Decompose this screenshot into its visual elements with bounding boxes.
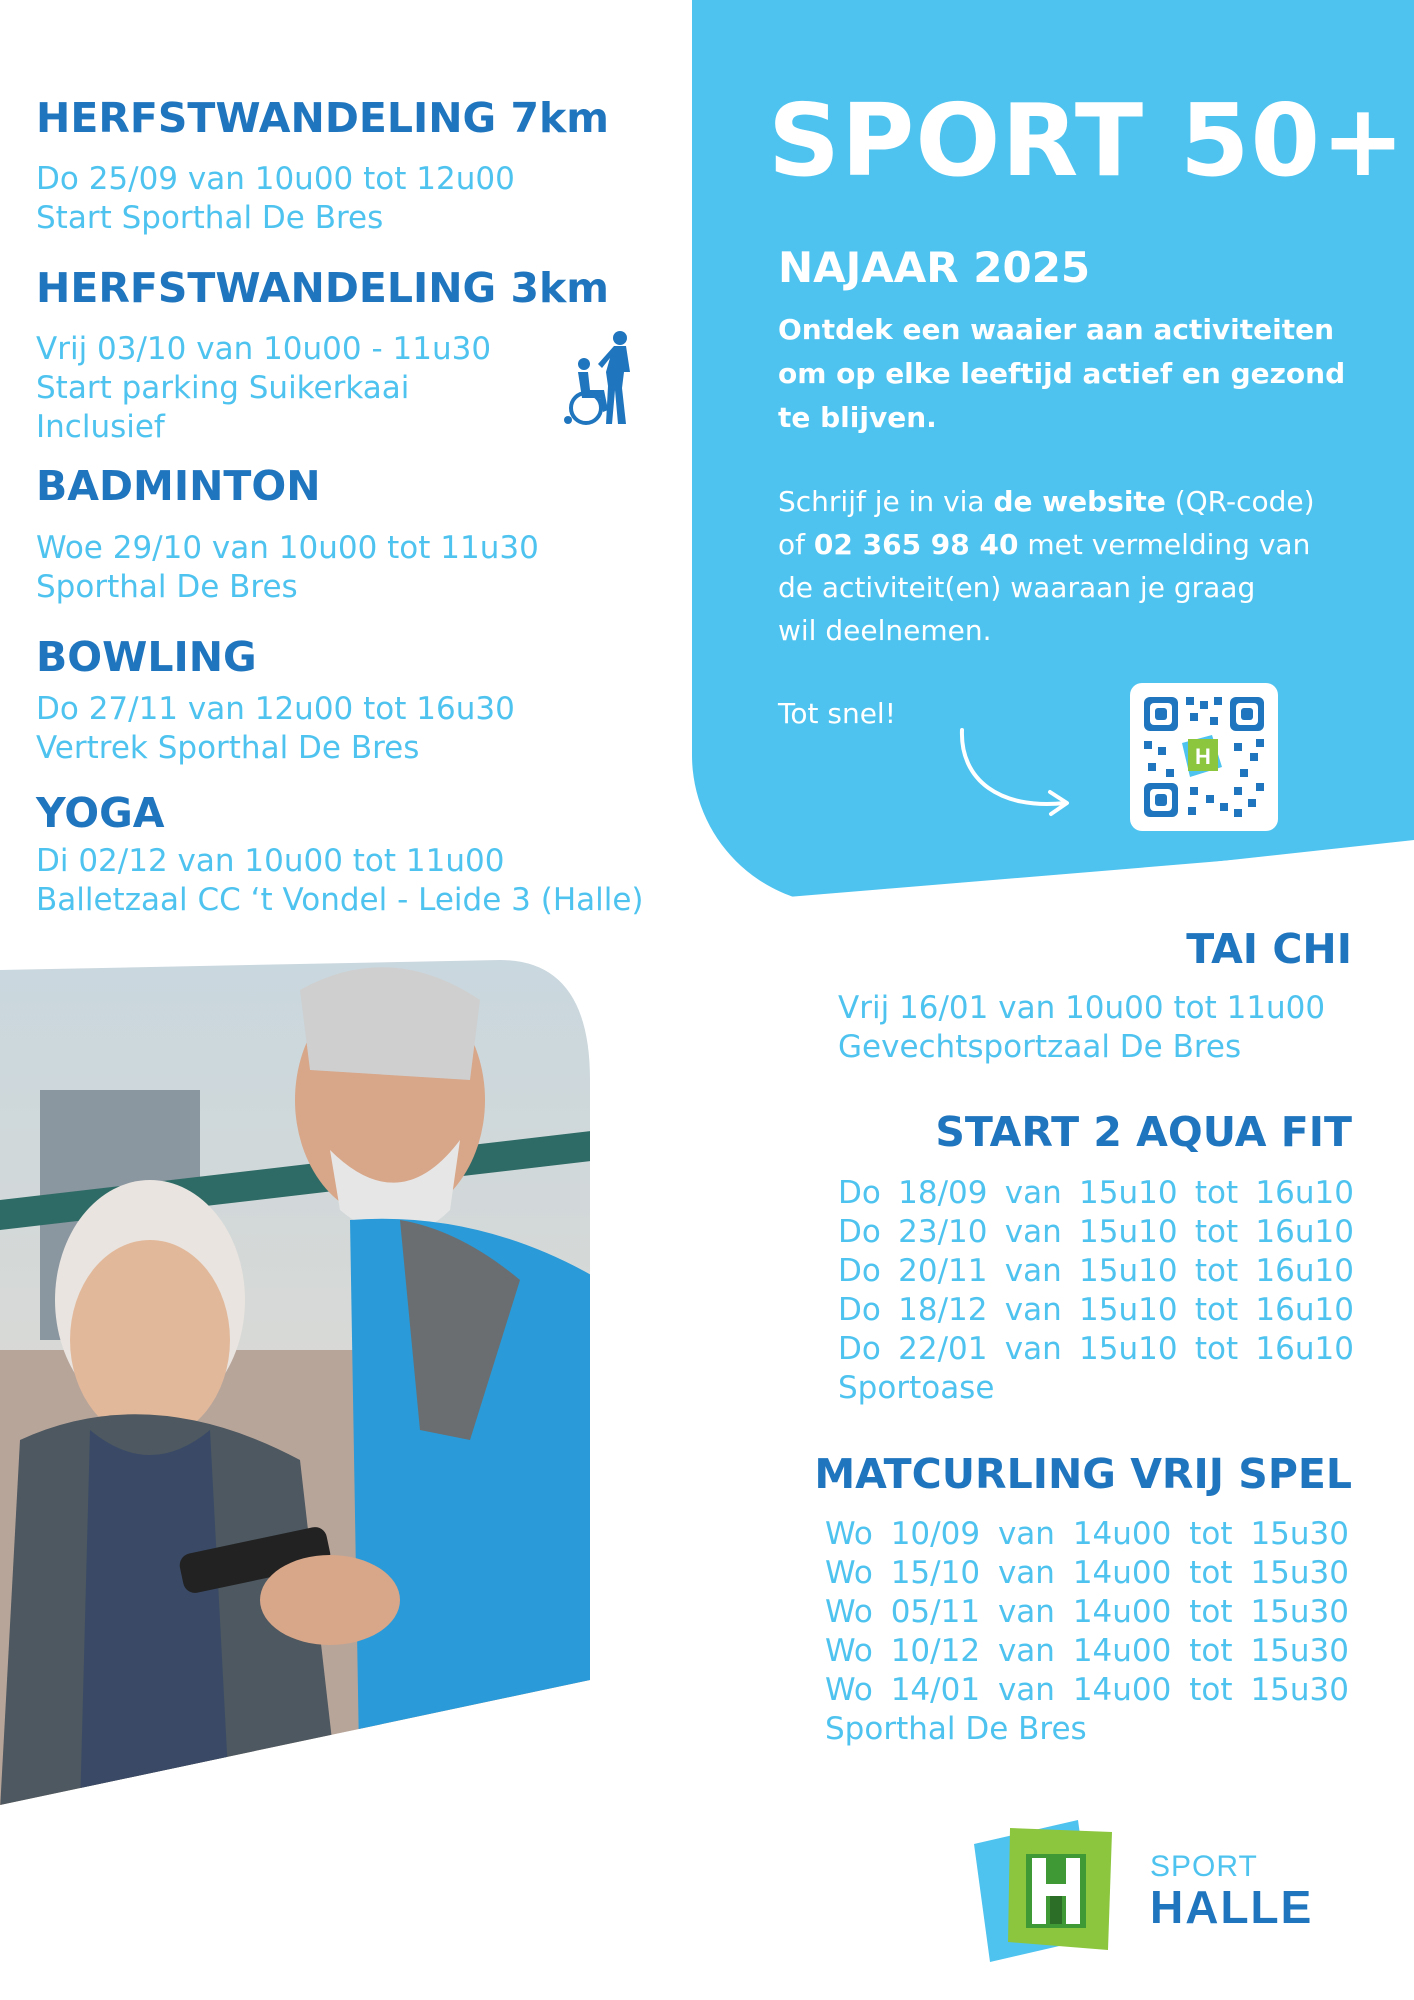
schedule-cell: van	[1004, 1175, 1062, 1211]
schedule-cell: van	[1004, 1331, 1062, 1367]
schedule-cell: 14u00	[1072, 1594, 1172, 1630]
schedule-cell: van	[1004, 1253, 1062, 1289]
event-title: MATCURLING VRIJ SPEL	[814, 1450, 1352, 1498]
event-title: YOGA	[36, 789, 165, 837]
schedule-cell: van	[997, 1633, 1055, 1669]
schedule-cell: Do	[838, 1292, 881, 1328]
schedule-cell: Do	[838, 1253, 881, 1289]
schedule-list	[838, 1174, 1354, 1369]
schedule-cell: 15u10	[1079, 1175, 1178, 1211]
event-location: Sporthal De Bres	[825, 1711, 1087, 1747]
schedule-row	[838, 1252, 1354, 1291]
schedule-cell: 15u30	[1250, 1672, 1349, 1708]
svg-text:H: H	[1195, 744, 1211, 769]
schedule-cell: 10/12	[890, 1633, 981, 1669]
signup-text: Schrijf je in via de website (QR-code) of 02 365 98 40 met vermelding van de activiteit(en) waaraan je graag wil deelnemen.	[778, 485, 1315, 647]
qr-code[interactable]	[1130, 683, 1278, 831]
event-location: Sportoase	[838, 1370, 995, 1406]
schedule-cell: Do	[838, 1175, 881, 1211]
schedule-cell: tot	[1189, 1672, 1233, 1708]
logo-halle-text: HALLE	[1150, 1881, 1314, 1933]
event-title: TAI CHI	[1186, 925, 1352, 973]
schedule-cell: Do	[838, 1331, 881, 1367]
arrow-icon	[950, 720, 1080, 820]
event-details: Di 02/12 van 10u00 tot 11u00 Balletzaal CC ‘t Vondel - Leide 3 (Halle)	[36, 843, 644, 918]
schedule-row	[825, 1554, 1349, 1593]
event-title: HERFSTWANDELING 7km	[36, 94, 609, 142]
schedule-cell: 16u10	[1255, 1292, 1354, 1328]
schedule-cell: 16u10	[1255, 1331, 1354, 1367]
schedule-cell: 15u10	[1079, 1331, 1178, 1367]
phone-number: 02 365 98 40	[813, 528, 1019, 561]
schedule-cell: 14u00	[1072, 1516, 1172, 1552]
schedule-cell: 15u10	[1079, 1292, 1178, 1328]
schedule-cell: Wo	[825, 1633, 873, 1669]
schedule-cell: 22/01	[898, 1331, 988, 1367]
schedule-row	[825, 1593, 1349, 1632]
schedule-row	[838, 1213, 1354, 1252]
schedule-cell: 15u10	[1079, 1214, 1178, 1250]
schedule-cell: 23/10	[898, 1214, 988, 1250]
schedule-cell: 16u10	[1255, 1214, 1354, 1250]
schedule-cell: 15u30	[1250, 1633, 1349, 1669]
schedule-cell: 14u00	[1072, 1633, 1172, 1669]
schedule-list	[825, 1515, 1349, 1710]
schedule-cell: 10/09	[890, 1516, 981, 1552]
schedule-cell: Wo	[825, 1672, 873, 1708]
schedule-cell: Wo	[825, 1516, 873, 1552]
schedule-row	[825, 1671, 1349, 1710]
schedule-cell: 15u30	[1250, 1594, 1349, 1630]
schedule-cell: 14u00	[1072, 1672, 1172, 1708]
halle-logo-icon	[970, 1810, 1130, 1970]
schedule-cell: Wo	[825, 1555, 873, 1591]
event-details: Do 25/09 van 10u00 tot 12u00 Start Sporthal De Bres	[36, 161, 515, 236]
schedule-cell: 18/09	[898, 1175, 988, 1211]
schedule-cell: tot	[1189, 1594, 1233, 1630]
schedule-cell: van	[1004, 1292, 1062, 1328]
event-details: Do 27/11 van 12u00 tot 16u30 Vertrek Sporthal De Bres	[36, 691, 515, 766]
schedule-row	[838, 1174, 1354, 1213]
season-label: NAJAAR 2025	[778, 243, 1091, 292]
schedule-cell: 20/11	[898, 1253, 988, 1289]
sport-halle-logo	[970, 1810, 1330, 1970]
seniors-photo	[0, 960, 600, 1810]
wheelchair-assist-icon	[560, 328, 640, 428]
logo-sport-text: SPORT	[1150, 1850, 1258, 1883]
schedule-cell: 05/11	[890, 1594, 981, 1630]
event-title: START 2 AQUA FIT	[935, 1108, 1352, 1156]
schedule-cell: tot	[1189, 1555, 1233, 1591]
schedule-cell: tot	[1189, 1633, 1233, 1669]
page-title: SPORT 50+	[768, 82, 1406, 199]
schedule-cell: 16u10	[1255, 1175, 1354, 1211]
schedule-cell: 16u10	[1255, 1253, 1354, 1289]
schedule-row	[825, 1515, 1349, 1554]
schedule-cell: tot	[1194, 1214, 1239, 1250]
schedule-row	[838, 1291, 1354, 1330]
schedule-cell: van	[997, 1555, 1055, 1591]
intro-text: Ontdek een waaier aan activiteiten om op elke leeftijd actief en gezond te blijven.	[778, 313, 1346, 434]
schedule-cell: 15/10	[890, 1555, 981, 1591]
schedule-cell: van	[997, 1516, 1055, 1552]
schedule-cell: 15u10	[1079, 1253, 1178, 1289]
schedule-cell: tot	[1189, 1516, 1233, 1552]
closing-text: Tot snel!	[778, 697, 896, 730]
schedule-cell: tot	[1194, 1292, 1239, 1328]
schedule-cell: tot	[1194, 1331, 1239, 1367]
schedule-cell: 18/12	[898, 1292, 988, 1328]
event-details: Vrij 16/01 van 10u00 tot 11u00 Gevechtsportzaal De Bres	[838, 990, 1326, 1065]
schedule-cell: van	[997, 1672, 1055, 1708]
schedule-cell: Wo	[825, 1594, 873, 1630]
schedule-cell: Do	[838, 1214, 881, 1250]
schedule-cell: van	[1004, 1214, 1062, 1250]
event-title: HERFSTWANDELING 3km	[36, 264, 609, 312]
schedule-cell: van	[997, 1594, 1055, 1630]
event-details: Vrij 03/10 van 10u00 - 11u30 Start parking Suikerkaai Inclusief	[36, 331, 492, 445]
schedule-row	[825, 1632, 1349, 1671]
event-title: BADMINTON	[36, 462, 321, 510]
website-link[interactable]: de website	[993, 485, 1166, 518]
schedule-cell: tot	[1194, 1253, 1239, 1289]
schedule-row	[838, 1330, 1354, 1369]
schedule-cell: 15u30	[1250, 1516, 1349, 1552]
qr-code-icon	[1130, 683, 1278, 831]
schedule-cell: tot	[1194, 1175, 1239, 1211]
event-title: BOWLING	[36, 633, 257, 681]
schedule-cell: 15u30	[1250, 1555, 1349, 1591]
event-details: Woe 29/10 van 10u00 tot 11u30 Sporthal De Bres	[36, 530, 539, 605]
schedule-cell: 14u00	[1072, 1555, 1172, 1591]
schedule-cell: 14/01	[890, 1672, 981, 1708]
